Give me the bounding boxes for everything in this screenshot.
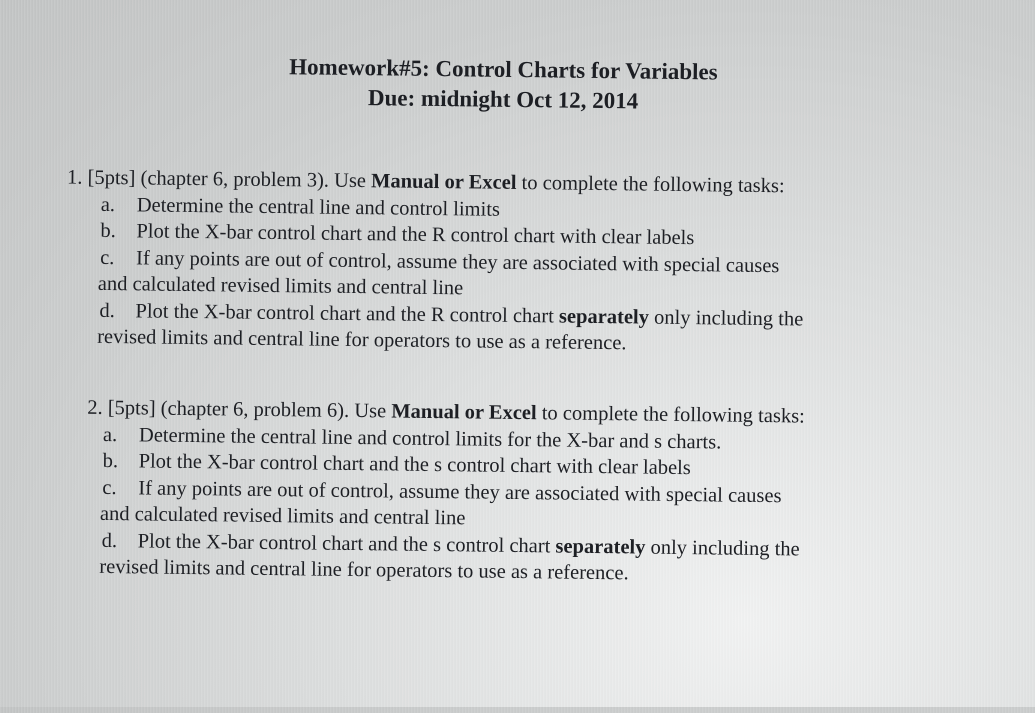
problem-2-task-d-continuation: revised limits and central line for operators to use as a reference.	[99, 555, 629, 585]
task-text: If any points are out of control, assume they are associated with special causes	[136, 246, 780, 277]
problem-2-intro-method: Manual or Excel	[391, 400, 537, 425]
problem-2-intro-prefix: 2. [5pts] (chapter 6, problem 6). Use	[87, 396, 392, 423]
problem-1-task-d-continuation: revised limits and central line for operators to use as a reference.	[97, 325, 627, 355]
task-letter: b.	[100, 219, 116, 243]
task-letter: b.	[102, 449, 119, 473]
task-text: Determine the central line and control limits	[136, 193, 501, 221]
task-text: If any points are out of control, assume they are associated with special causes	[138, 476, 782, 507]
task-letter: c.	[100, 246, 115, 269]
problem-1	[0, 164, 962, 361]
problem-2-intro-suffix: to complete the following tasks:	[536, 402, 805, 428]
task-letter: d.	[99, 299, 116, 322]
task-letter: c.	[102, 476, 117, 499]
task-text: Plot the X-bar control chart and the R control chart	[135, 299, 560, 328]
document-heading	[3, 49, 1004, 121]
task-text: Plot the X-bar control chart and the s control chart	[137, 529, 556, 557]
problem-1-intro-prefix: 1. [5pts] (chapter 6, problem 3). Use	[66, 166, 372, 193]
homework-title: Homework#5: Control Charts for Variables	[289, 54, 718, 85]
problem-1-intro-method: Manual or Excel	[370, 170, 517, 194]
problem-1-intro-suffix: to complete the following tasks:	[516, 171, 785, 198]
task-text: Plot the X-bar control chart and the R control chart with clear labels	[136, 220, 695, 250]
problem-2-task-c-continuation: and calculated revised limits and central line	[99, 502, 466, 530]
task-letter: a.	[100, 193, 116, 216]
due-date: Due: midnight Oct 12, 2014	[367, 85, 639, 114]
task-text-suffix: only including the	[645, 536, 800, 560]
problem-1-task-c-continuation: and calculated revised limits and central line	[97, 272, 464, 300]
problem-2	[0, 394, 959, 591]
task-emphasis: separately	[558, 305, 650, 329]
task-emphasis: separately	[555, 534, 646, 559]
task-text-suffix: only including the	[648, 306, 804, 330]
task-letter: a.	[102, 423, 118, 446]
task-text: Determine the central line and control limits for the X-bar and s charts.	[138, 423, 722, 453]
task-text: Plot the X-bar control chart and the s control chart with clear labels	[138, 450, 691, 480]
task-letter: d.	[101, 529, 118, 552]
